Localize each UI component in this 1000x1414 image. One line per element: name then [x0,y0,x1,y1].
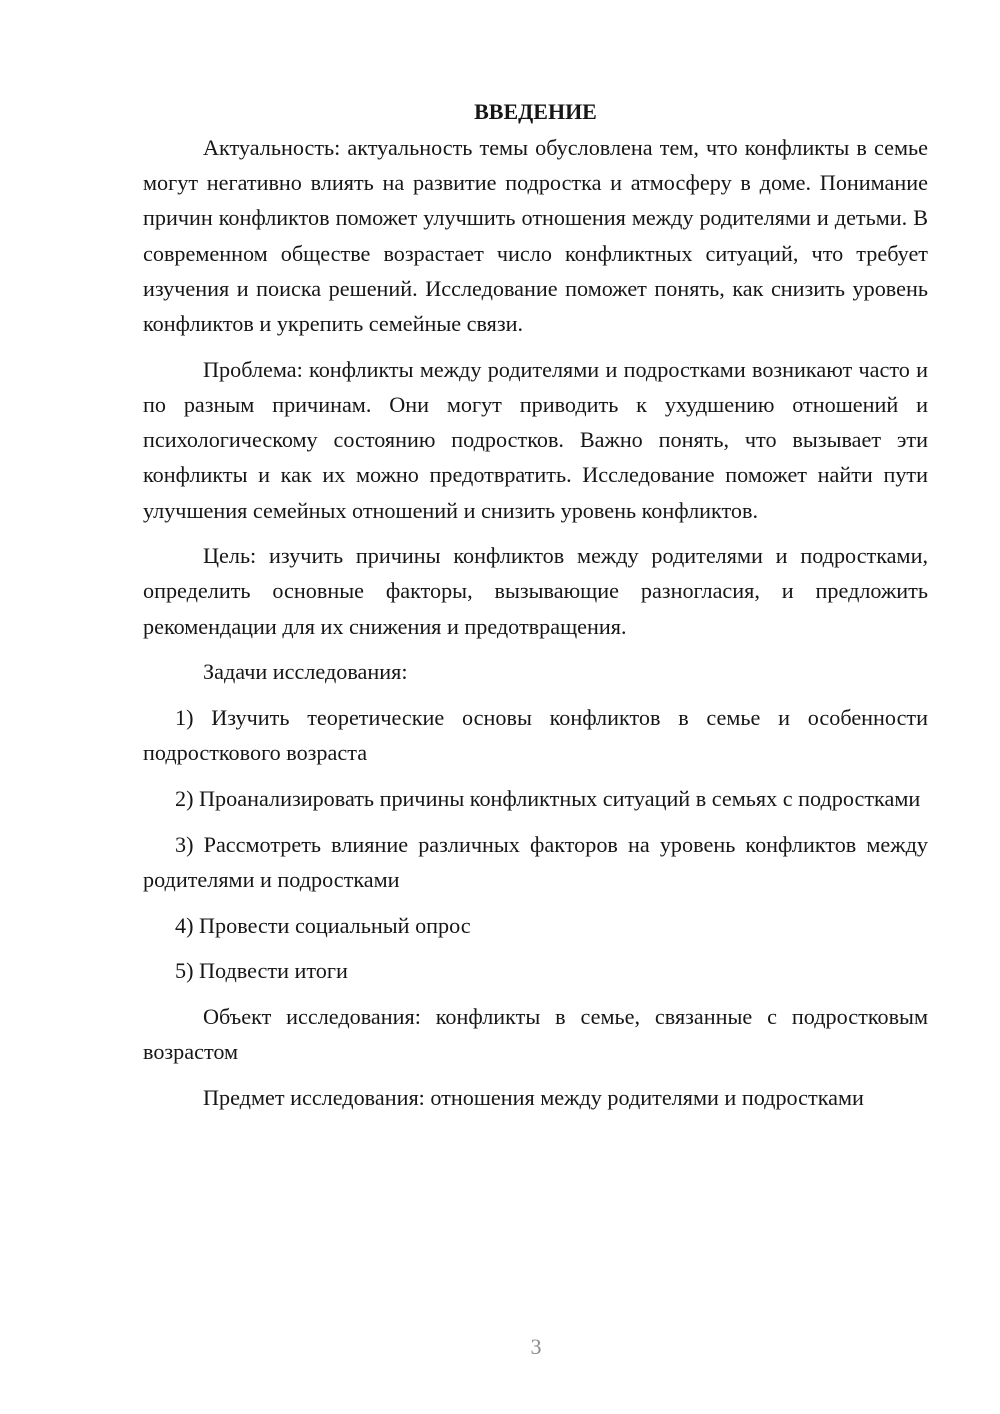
task-item-5: 5) Подвести итоги [175,958,348,984]
tasks-intro: Задачи исследования: [203,659,408,685]
task-item-3: 3) Рассмотреть влияние различных факторов на уровень конфликтов между родителями и подростками [143,831,928,892]
goal-paragraph: Цель: изучить причины конфликтов между родителями и подростками, определить основные факторы, вызывающие разногласия, и предложить рекомендации для их снижения и предотвращения. [143,543,928,639]
problem-paragraph: Проблема: конфликты между родителями и подростками возникают часто и по разным причинам. Они могут приводить к ухудшению отношений и психологическому состоянию подростков. Важно понять, что вызывает эти конфликты и как их можно предотвратить. Исследование поможет найти пути улучшения семейных отношений и снизить уровень конфликтов. [143,356,928,523]
relevance-paragraph: Актуальность: актуальность темы обусловлена тем, что конфликты в семье могут негативно влиять на развитие подростка и атмосферу в доме. Понимание причин конфликтов поможет улучшить отношения между родителями и детьми. В современном обществе возрастает число конфликтных ситуаций, что требует изучения и поиска решений. Исследование поможет понять, как снизить уровень конфликтов и укрепить семейные связи. [143,135,928,337]
page-content [143,94,928,1126]
tasks-list [143,700,928,988]
page-number: 3 [530,1334,542,1359]
task-item-4: 4) Провести социальный опрос [175,912,471,938]
section-heading: ВВЕДЕНИЕ [474,99,597,124]
task-item-2: 2) Проанализировать причины конфликтных ситуаций в семьях с подростками [175,785,921,811]
subject-paragraph: Предмет исследования: отношения между родителями и подростками [203,1084,864,1110]
object-paragraph: Объект исследования: конфликты в семье, связанные с подростковым возрастом [143,1003,928,1065]
task-item-1: 1) Изучить теоретические основы конфликтов в семье и особенности подросткового возраста [143,705,928,766]
